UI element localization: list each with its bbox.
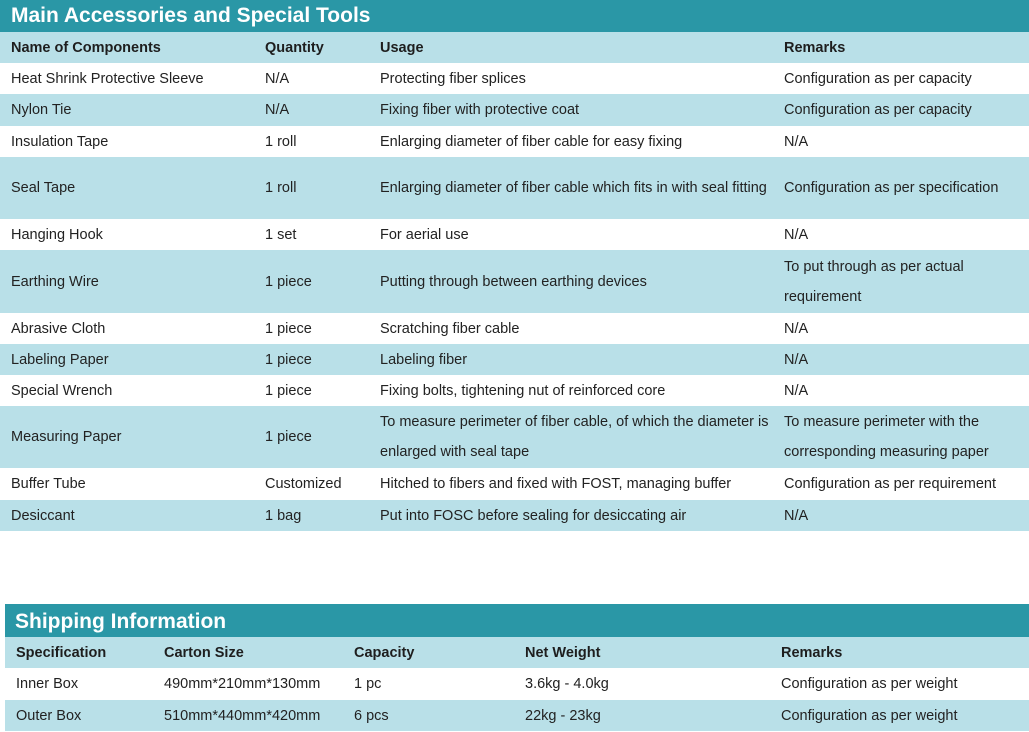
cell-remarks: Configuration as per specification (784, 180, 999, 196)
header-remarks: Remarks (784, 39, 846, 56)
shipping-header-row (5, 637, 1029, 668)
cell-remarks: N/A (784, 320, 809, 337)
table-row (0, 313, 1029, 344)
table-row (0, 126, 1029, 157)
header-quantity: Quantity (265, 39, 324, 56)
cell-remarks: N/A (784, 507, 809, 524)
cell-usage: Scratching fiber cable (380, 320, 520, 337)
cell-remarks: N/A (784, 382, 809, 399)
table-row (0, 344, 1029, 375)
accessories-title: Main Accessories and Special Tools (0, 0, 1029, 32)
cell-usage: Enlarging diameter of fiber cable which fits in with seal fitting (380, 180, 767, 196)
cell-quantity: 1 piece (265, 320, 312, 337)
header-capacity: Capacity (354, 644, 415, 661)
header-usage: Usage (380, 39, 424, 56)
cell-remarks: Configuration as per weight (781, 676, 958, 692)
cell-usage: Enlarging diameter of fiber cable for easy fixing (380, 133, 683, 150)
cell-quantity: 1 roll (265, 180, 297, 196)
cell-remarks: N/A (784, 351, 809, 368)
cell-capacity: 1 pc (354, 676, 382, 692)
shipping-section (5, 604, 1029, 731)
cell-name: Labeling Paper (11, 351, 109, 368)
cell-remarks: N/A (784, 226, 809, 243)
cell-usage: Labeling fiber (380, 351, 468, 368)
cell-usage: For aerial use (380, 226, 469, 243)
cell-usage: Hitched to fibers and fixed with FOST, managing buffer (380, 476, 732, 492)
table-row (0, 63, 1029, 94)
cell-quantity: 1 roll (265, 133, 297, 150)
cell-name: Heat Shrink Protective Sleeve (11, 70, 204, 87)
cell-specification: Inner Box (16, 676, 79, 692)
cell-remarks: Configuration as per weight (781, 707, 958, 724)
table-row (0, 500, 1029, 531)
table-row (0, 250, 1029, 313)
accessories-table (0, 32, 1029, 531)
cell-capacity: 6 pcs (354, 707, 389, 724)
cell-remarks: To measure perimeter with the corresponding measuring paper (784, 414, 989, 460)
header-remarks: Remarks (781, 644, 843, 661)
cell-remarks: Configuration as per requirement (784, 476, 996, 492)
cell-carton-size: 510mm*440mm*420mm (164, 707, 321, 724)
cell-remarks: Configuration as per capacity (784, 70, 972, 87)
cell-name: Abrasive Cloth (11, 320, 106, 337)
table-row (0, 406, 1029, 468)
cell-usage: Put into FOSC before sealing for desiccating air (380, 507, 687, 524)
shipping-title: Shipping Information (5, 604, 1029, 637)
table-row (0, 468, 1029, 500)
cell-name: Seal Tape (11, 180, 76, 196)
cell-usage: Fixing bolts, tightening nut of reinforced core (380, 382, 666, 399)
cell-name: Desiccant (11, 507, 75, 524)
table-row (0, 375, 1029, 406)
cell-net-weight: 22kg - 23kg (525, 707, 601, 724)
table-row (0, 219, 1029, 250)
cell-specification: Outer Box (16, 707, 82, 724)
cell-quantity: N/A (265, 102, 290, 118)
table-row (5, 668, 1029, 700)
cell-quantity: 1 set (265, 226, 297, 243)
cell-remarks: To put through as per actual requirement (784, 258, 964, 305)
shipping-table (5, 637, 1029, 731)
header-carton-size: Carton Size (164, 644, 244, 661)
header-specification: Specification (16, 644, 107, 661)
header-net-weight: Net Weight (525, 644, 601, 661)
header-name: Name of Components (11, 39, 161, 56)
cell-usage: Putting through between earthing devices (380, 273, 647, 290)
table-row (5, 700, 1029, 731)
cell-quantity: N/A (265, 70, 290, 87)
cell-name: Earthing Wire (11, 273, 99, 290)
cell-name: Measuring Paper (11, 429, 122, 445)
cell-name: Insulation Tape (11, 133, 109, 150)
cell-quantity: 1 piece (265, 429, 312, 445)
table-row (0, 94, 1029, 126)
cell-usage: To measure perimeter of fiber cable, of which the diameter is enlarged with seal tape (380, 414, 769, 460)
cell-quantity: 1 piece (265, 273, 312, 290)
cell-quantity: 1 piece (265, 351, 312, 368)
cell-name: Hanging Hook (11, 226, 103, 243)
cell-net-weight: 3.6kg - 4.0kg (525, 676, 609, 692)
cell-usage: Fixing fiber with protective coat (380, 102, 580, 118)
cell-quantity: 1 bag (265, 507, 302, 524)
cell-quantity: 1 piece (265, 382, 312, 399)
cell-remarks: Configuration as per capacity (784, 102, 972, 118)
table-row (0, 157, 1029, 219)
accessories-header-row (0, 32, 1029, 63)
cell-name: Special Wrench (11, 382, 113, 399)
cell-quantity: Customized (265, 476, 342, 492)
cell-name: Nylon Tie (11, 102, 72, 118)
cell-remarks: N/A (784, 133, 809, 150)
cell-usage: Protecting fiber splices (380, 70, 526, 87)
cell-name: Buffer Tube (11, 476, 86, 492)
cell-carton-size: 490mm*210mm*130mm (164, 676, 321, 692)
